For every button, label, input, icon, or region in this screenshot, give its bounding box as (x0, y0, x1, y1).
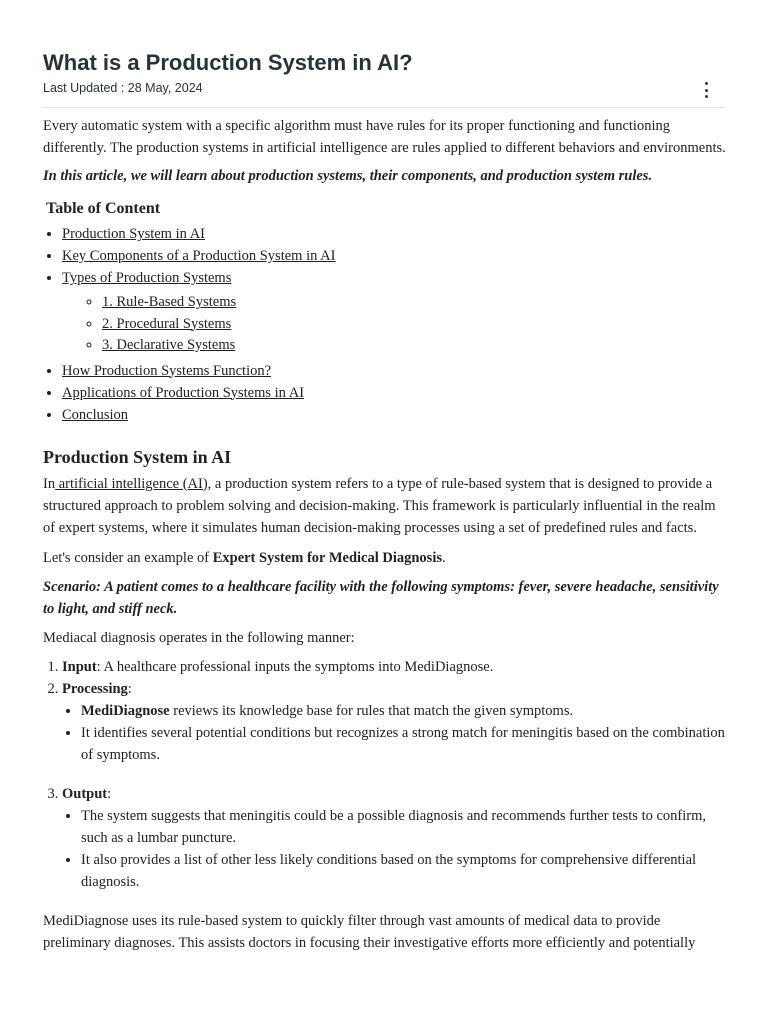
p2-prefix: Let's consider an example of (43, 549, 213, 566)
toc-subitem (102, 335, 726, 357)
dot (705, 89, 708, 92)
p2-bold: Expert System for Medical Diagnosis (212, 549, 442, 566)
toc-subitem (102, 314, 726, 336)
section-paragraph-1 (43, 473, 726, 539)
toc-title: Table of Content (46, 200, 161, 217)
step-label: Input (62, 658, 97, 675)
toc-link-procedural[interactable]: 2. Procedural Systems (102, 315, 232, 332)
toc-item (62, 360, 726, 382)
article-content (43, 115, 726, 954)
toc-link-applications[interactable]: Applications of Production Systems in AI (62, 384, 305, 401)
header-divider (43, 107, 726, 108)
closing-paragraph: MediDiagnose uses its rule-based system to quickly filter through vast amounts of medical data to provide preliminary diagnoses. This assists doctors in focusing their investigative efforts more efficiently and potentially (43, 912, 696, 951)
p1-rest: , a production system refers to a type of rule-based system that is designed to provide a structured approach to problem solving and decision-making. This framework is particularly influential in the realm of expert systems, where it simulates human decision-making processes using a set of predefined rules and facts. (43, 475, 716, 536)
step-text: : (107, 785, 112, 802)
output-bullets (62, 805, 726, 893)
intro-lead: In this article, we will learn about production systems, their components, and production system rules. (43, 168, 653, 184)
intro-paragraph: Every automatic system with a specific algorithm must have rules for its proper functioning and functioning differently. The production systems in artificial intelligence are rules applied to different behaviors and environments. (43, 118, 726, 156)
list-item: • The system suggests that meningitis could be a possible diagnosis and recommends further tests to confirm, such as a lumbar puncture. (81, 805, 726, 849)
toc-link-rule-based[interactable]: 1. Rule-Based Systems (102, 294, 237, 310)
last-updated: Last Updated : 28 May, 2024 (43, 81, 203, 95)
p2-suffix: . (442, 549, 446, 566)
more-vertical-icon[interactable] (702, 82, 710, 98)
step-label: Processing (62, 680, 128, 697)
bullet-text: reviews its knowledge base for rules that match the given symptoms. (169, 702, 574, 719)
toc-link-types[interactable]: Types of Production Systems (62, 270, 232, 286)
section-paragraph-3: Mediacal diagnosis operates in the following manner: (43, 629, 355, 646)
p1-prefix: In (43, 475, 56, 492)
dot (705, 95, 708, 98)
step-input (62, 656, 726, 678)
toc-item (62, 223, 726, 245)
list-item: • It also provides a list of other less likely conditions based on the symptoms for comprehensive differential diagnosis. (81, 849, 726, 893)
section-paragraph-2 (43, 547, 726, 569)
diagnosis-steps (43, 656, 726, 893)
toc-item (62, 382, 726, 404)
bullet-text: It identifies several potential conditions but recognizes a strong match for meningitis based on the combination of symptoms. (81, 724, 725, 763)
step-text: : A healthcare professional inputs the symptoms into MediDiagnose. (96, 658, 494, 675)
article-header (43, 48, 726, 96)
list-item (81, 700, 726, 722)
toc-link-how-function[interactable]: How Production Systems Function? (62, 362, 272, 379)
scenario-text: Scenario: A patient comes to a healthcare facility with the following symptoms: fever, severe headache, sensitivity to light, and stiff neck. (43, 578, 719, 617)
list-item (81, 722, 726, 766)
step-processing (62, 678, 726, 766)
page-title: What is a Production System in AI? (43, 50, 413, 75)
toc-link-key-components[interactable]: Key Components of a Production System in AI (62, 248, 336, 264)
toc-item (62, 404, 726, 426)
step-text: : (127, 680, 132, 697)
step-label: Output (62, 785, 108, 802)
toc-subitem (102, 292, 726, 314)
section-heading: Production System in AI (43, 446, 232, 467)
toc-link-conclusion[interactable]: Conclusion (62, 406, 129, 423)
toc-link-production-system[interactable]: Production System in AI (62, 226, 205, 242)
toc-link-declarative[interactable]: 3. Declarative Systems (102, 337, 236, 353)
toc-sublist (62, 292, 726, 357)
ai-link[interactable]: artificial intelligence (AI) (55, 475, 208, 492)
processing-bullets (62, 700, 726, 766)
toc-item (62, 267, 726, 357)
table-of-contents (43, 223, 726, 426)
dot (705, 82, 708, 85)
bullet-bold: MediDiagnose (81, 702, 170, 719)
toc-item (62, 245, 726, 267)
step-output (62, 783, 726, 893)
